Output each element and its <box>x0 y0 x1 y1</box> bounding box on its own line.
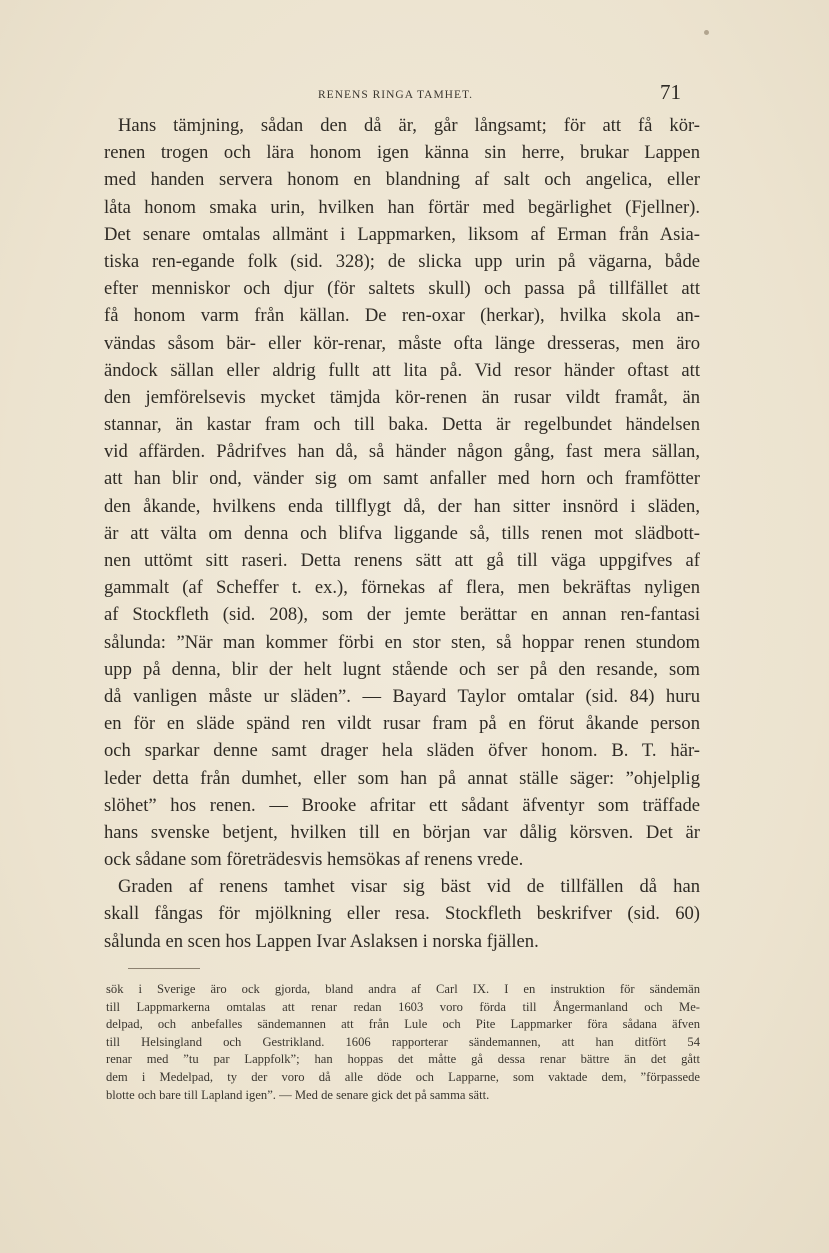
footnote-line: blotte och bare till Lapland igen”. — Med de senare gick det på samma sätt. <box>106 1087 490 1102</box>
text-line: en för en släde spänd ren vildt rusar fram på en förut åkande person <box>104 713 700 735</box>
text-line: och sparkar denne samt drager hela släden öfver honom. B. T. här- <box>104 740 700 762</box>
text-line: sålunda: ”När man kommer förbi en stor sten, så hoppar renen stundom <box>104 631 700 653</box>
text-line: upp på denna, blir der helt lugnt stående och ser på den resande, som <box>104 658 700 680</box>
text-line: ock sådane som företrädesvis hemsökas af renens vrede. <box>104 849 524 871</box>
ink-spot <box>704 30 709 35</box>
text-line: leder detta från dumhet, eller som han på annat ställe säger: ”ohjelplig <box>104 767 700 789</box>
footnote-rule <box>128 968 200 969</box>
footnote-line: till Helsingland och Gestrikland. 1606 rapporterar sändemannen, att han ditfört 54 <box>106 1034 700 1049</box>
text-line: är att välta om denna och blifva liggande så, tills renen mot slädbott- <box>104 522 700 544</box>
footnote <box>106 981 700 1104</box>
text-line: renen trogen och lära honom igen känna sin herre, brukar Lappen <box>104 142 700 164</box>
footnote-line: dem i Medelpad, ty der voro då alle döde och Lapparne, som vaktade dem, ”förpassede <box>106 1069 700 1084</box>
text-line: Graden af renens tamhet visar sig bäst vid de tillfällen då han <box>118 876 700 898</box>
text-line: den åkande, hvilkens enda tillflygt då, der han sitter insnörd i släden, <box>104 495 700 517</box>
text-line: vid affärden. Pådrifves han då, så händer någon gång, fast mera sällan, <box>104 441 700 463</box>
footnote-line: sök i Sverige äro ock gjorda, bland andra af Carl IX. I en instruktion för sändemän <box>106 982 700 996</box>
text-line: efter menniskor och djur (för saltets skull) och passa på tillfället att <box>104 278 700 300</box>
text-line: den jemförelsevis mycket tämjda kör-renen än rusar vildt framåt, än <box>104 386 700 408</box>
footnote-line: till Lappmarkerna omtalas att renar redan 1603 voro förda till Ångermanland och Me- <box>106 999 700 1014</box>
footnote-line: renar med ”tu par Lappfolk”; han hoppas det måtte gå dessa renar bättre än det gått <box>106 1052 700 1067</box>
text-line: då vanligen måste ur släden”. — Bayard Taylor omtalar (sid. 84) huru <box>104 685 700 707</box>
text-line: Det senare omtalas allmänt i Lappmarken, liksom af Erman från Asia- <box>104 223 700 245</box>
text-line: få honom varm från källan. De ren-oxar (herkar), hvilka skola an- <box>104 305 700 327</box>
text-line: stannar, än kastar fram och till baka. Detta är regelbundet händelsen <box>104 414 700 436</box>
text-line: med handen servera honom en blandning af salt och angelica, eller <box>104 169 700 191</box>
text-line: låta honom smaka urin, hvilken han förtär med begärlighet (Fjellner). <box>104 196 700 218</box>
text-line: af Stockfleth (sid. 208), som der jemte berättar en annan ren-fantasi <box>104 604 700 626</box>
text-line: slöhet” hos renen. — Brooke afritar ett sådant äfventyr som träffade <box>104 794 700 816</box>
running-head <box>0 80 829 110</box>
text-line: Hans tämjning, sådan den då är, går långsamt; för att få kör- <box>118 115 700 136</box>
text-line: tiska ren-egande folk (sid. 328); de slicka upp urin på vägarna, både <box>104 250 700 272</box>
text-line: hans svenske betjent, hvilken till en början var dålig körsven. Det är <box>104 821 700 843</box>
text-line: ändock sällan eller aldrig fullt att lita på. Vid resor händer oftast att <box>104 359 700 381</box>
page-number: 71 <box>660 80 681 104</box>
text-line: att han blir ond, vänder sig om samt anfaller med horn och framfötter <box>104 468 700 490</box>
running-title: RENENS RINGA TAMHET. <box>318 89 474 101</box>
text-line: sålunda en scen hos Lappen Ivar Aslaksen i norska fjällen. <box>104 930 539 952</box>
footnote-line: delpad, och anbefalles sändemannen att från Lule och Pite Lappmarker föra sådana äfven <box>106 1017 700 1032</box>
text-line: nen uttömt sitt raseri. Detta renens sätt att gå till väga uppgifves af <box>104 550 700 571</box>
text-line: skall fångas för mjölkning eller resa. Stockfleth beskrifver (sid. 60) <box>104 903 700 925</box>
text-line: gammalt (af Scheffer t. ex.), förnekas af flera, men bekräftas nyligen <box>104 577 700 599</box>
text-line: vändas såsom bär- eller kör-renar, måste ofta länge dresseras, men äro <box>104 332 700 354</box>
body-text <box>104 112 700 955</box>
